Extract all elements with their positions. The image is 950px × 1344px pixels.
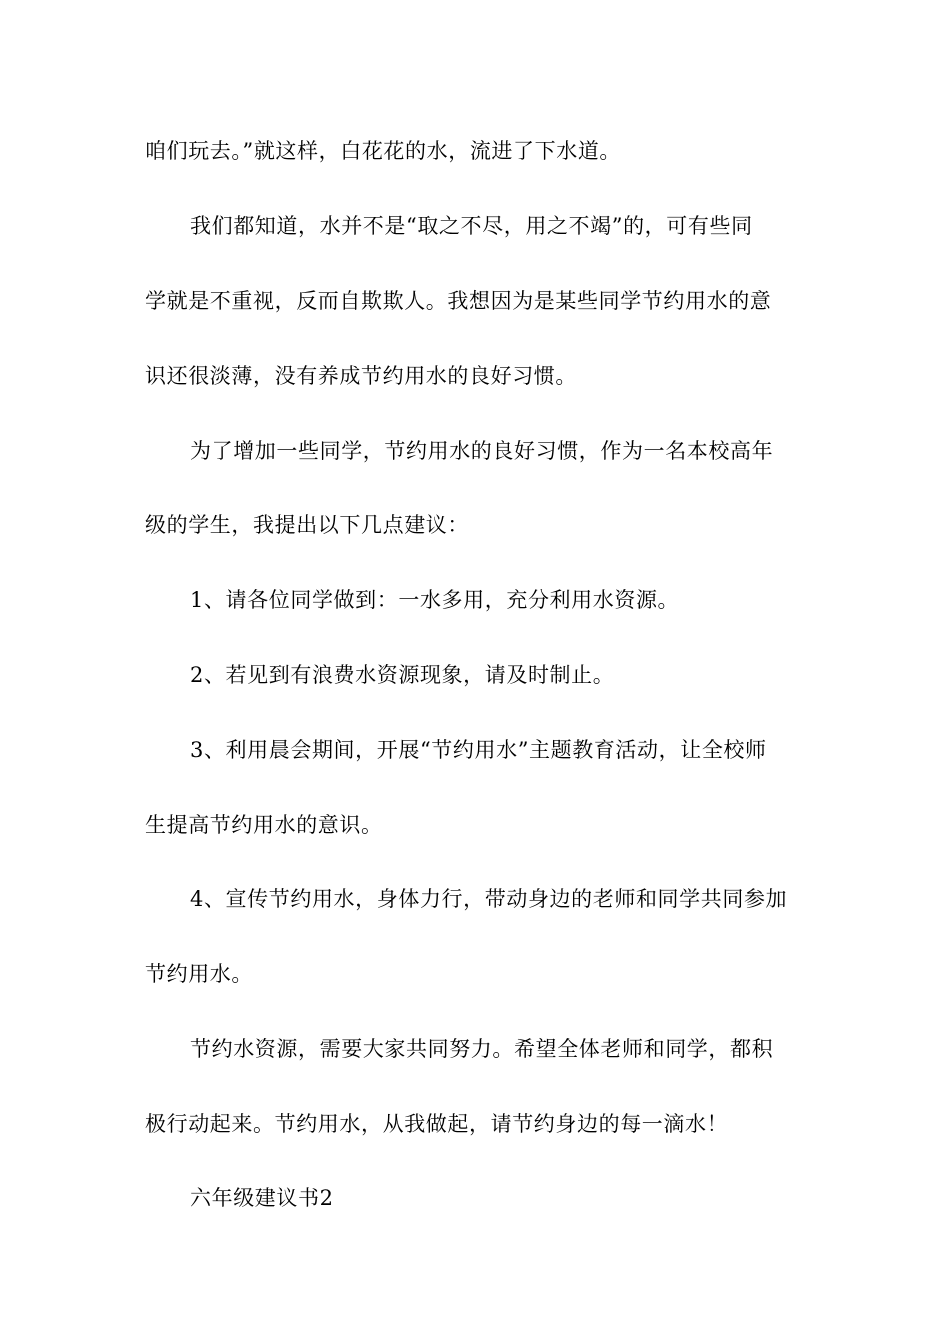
paragraph-first-line: 节约水资源，需要大家共同努力。希望全体老师和同学，都积	[190, 1037, 774, 1061]
paragraph-first-line: 我们都知道，水并不是“取之不尽，用之不竭”的，可有些同	[190, 214, 753, 238]
list-item-1: 1、请各位同学做到：一水多用，充分利用水资源。	[190, 588, 680, 612]
section-heading: 六年级建议书2	[190, 1186, 334, 1210]
text-line: 级的学生，我提出以下几点建议：	[145, 513, 469, 537]
paragraph-first-line: 为了增加一些同学，节约用水的良好习惯，作为一名本校高年	[190, 439, 774, 463]
list-item-4: 4、宣传节约用水，身体力行，带动身边的老师和同学共同参加	[190, 887, 788, 911]
text-line: 咱们玩去。”就这样，白花花的水，流进了下水道。	[145, 139, 622, 163]
list-item-3: 3、利用晨会期间，开展“节约用水”主题教育活动，让全校师	[190, 738, 767, 762]
text-line: 学就是不重视，反而自欺欺人。我想因为是某些同学节约用水的意	[145, 289, 772, 313]
text-line: 识还很淡薄，没有养成节约用水的良好习惯。	[145, 364, 577, 388]
list-item-2: 2、若见到有浪费水资源现象，请及时制止。	[190, 663, 615, 687]
text-line: 节约用水。	[145, 962, 253, 986]
text-line: 生提高节约用水的意识。	[145, 813, 383, 837]
text-line: 极行动起来。节约用水，从我做起，请节约身边的每一滴水！	[145, 1112, 729, 1136]
